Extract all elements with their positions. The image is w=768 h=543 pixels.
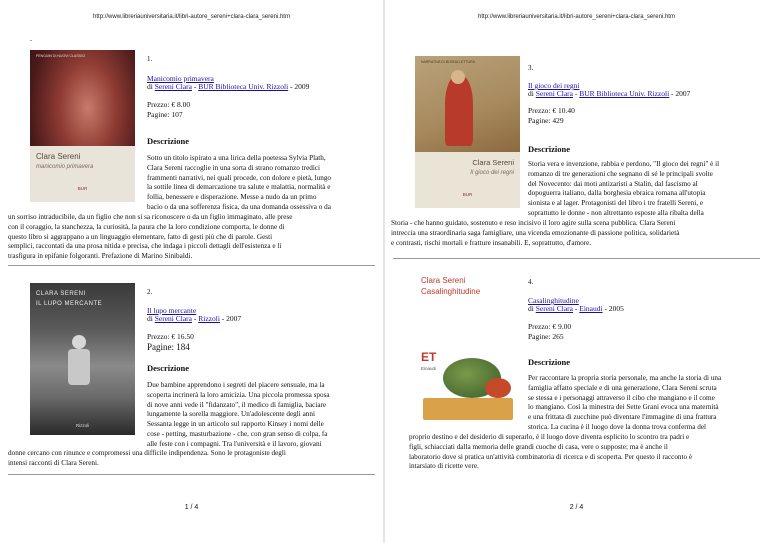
separator: - [288,82,295,91]
desc-line: con il coraggio, la stanchezza, la curiosità, la paura che la loro condizione comporta, le donne di [8,222,285,231]
book-year: 2007 [226,314,242,323]
book-number: 2. [147,288,153,296]
separator: - [192,314,199,323]
desc-line: donne cercano con rinunce e compromessi una difficile indipendenza. Sono le protagoniste degli [8,449,286,457]
desc-line: frammenti narrativi, nei quali procede, con dolore e pietà, lungo [147,173,332,182]
page-number: 2 / 4 [569,504,584,511]
separator: - [573,89,580,98]
book-pages: 107 [171,110,183,119]
cover-title: Casalinghitudine [421,287,481,296]
desc-line: romanzo di tre generazioni che segnano di sé le principali svolte [528,169,713,178]
desc-line: cose - petting, masturbazione - che, con gran senso di colpa, fa [147,429,328,438]
divider [8,265,375,266]
cover-publisher-logo: BUR [462,192,473,197]
publisher-link[interactable]: Rizzoli [198,314,220,323]
separator: - [573,304,580,313]
pages-label: Pagine: [528,332,553,341]
separator: - [602,304,609,313]
desc-line: scoperta incrinerà la loro amicizia. Una piccola promessa sposa [147,390,330,399]
book-description-full [8,213,368,262]
desc-line: bacio o da una sofferenza fisica, da una domanda ossessiva o da [147,202,331,211]
pages-label: Pagine: [528,116,553,125]
cover-publisher-logo: ET [421,350,437,364]
desc-line: Storia vera e invenzione, rabbia e perdono, "Il gioco dei regni" è il [528,160,720,168]
pages-label: Pagine: [147,342,177,352]
desc-line: Per raccontare la propria storia personale, ma anche la storia di una [528,374,722,382]
cover-author: CLARA SERENI [36,291,86,297]
desc-line: follia, benessere e disperazione. Messe a nudo da un primo [147,193,317,202]
price-label: Prezzo: [528,322,553,331]
price-label: Prezzo: [528,106,553,115]
cover-publisher-logo: BUR [77,186,88,191]
desc-line: intreccia una straordinaria saga famigliare, una vicenda emozionante di passione politica, solidarietà [391,228,680,237]
desc-line: semplici, raccontati da una prosa nitida e precisa, che indaga i piccoli dettagli dell'esistenza e li [8,242,282,251]
book-price: € 8.00 [171,100,191,109]
book-description-wrap [528,374,742,433]
desc-line: trasfigura in epifanie folgoranti. Prefazione di Marino Sinibaldi. [8,252,193,261]
book-cover-casalinghitudine[interactable] [415,270,520,422]
book-pages: 265 [552,332,564,341]
cover-title: manicomio primavera [36,164,94,170]
cover-title: IL LUPO MERCANTE [36,301,103,307]
book-description-full [8,449,368,469]
description-heading: Descrizione [147,136,190,146]
cover-figure [445,76,473,146]
cover-figure-body [68,349,90,385]
separator: - [669,89,676,98]
page-header-url: http://www.libreriauniversitaria.it/libri-autore_sereni+clara-clara_sereni.htm [93,14,290,20]
desc-line: e contrasti, rischi mortali e fratture insanabili. E, soprattutto, d'amore. [391,238,592,247]
desc-line: la sottile linea di demarcazione tra salute e malattia, normalità e [147,183,331,192]
desc-line: famiglia affatto speciale e di una generazione, Clara Sereni scruta [528,383,717,392]
desc-line: storica. La cucina è il luogo dove la donna trova conferma del [528,422,707,431]
pages-label: Pagine: [147,110,172,119]
cover-author: Clara Sereni [421,276,466,285]
book-cover-il-lupo-mercante[interactable] [30,283,135,435]
author-link[interactable]: Sereni Clara [154,82,192,91]
author-prefix: di [147,314,155,323]
book-price: € 10.40 [552,106,575,115]
cover-author: Clara Sereni [36,152,81,161]
desc-line: figli, schiacciati dalla memoria delle grandi cuoche di casa, vere o supposte; ma è anche il [409,442,668,451]
book-description-full [391,219,755,248]
divider [393,258,760,259]
separator: - [219,314,227,323]
book-number: 3. [528,64,534,72]
cover-publisher-logo: Rizzoli [75,423,90,428]
page-header-url: http://www.libreriauniversitaria.it/libri-autore_sereni+clara-clara_sereni.htm [478,14,675,20]
divider [8,474,375,475]
description-heading: Descrizione [528,357,571,367]
desc-line: Sotto un titolo ispirato a una lirica della poetessa Sylvia Plath, [147,154,326,162]
book-description-wrap [147,154,347,213]
book-description-full [409,433,749,472]
cover-top-text: PENGUIN DI NUOVI CLASSICI [36,54,86,58]
cover-figure-head [451,70,465,84]
desc-line: intarsiato di ricette vere. [409,462,479,471]
book-price: € 16.50 [171,332,194,341]
book-cover-il-gioco-dei-regni[interactable] [415,56,520,208]
cover-fruit [485,378,511,398]
cover-publisher-name: Einaudi [421,366,437,371]
desc-line: questo libro si aggrappano a un linguaggio elementare, fatto di gesti più che di parole. Gesti [8,232,273,241]
desc-line: Due bambine apprendono i segreti del piacere sensuale, ma la [147,381,325,389]
book-pages: 429 [552,116,564,125]
description-heading: Descrizione [528,144,571,154]
book-author-line [528,304,624,313]
desc-line: dopoguerra italiano, dalla borghesia ebraica romana all'utopia [528,189,706,198]
desc-line: se stessa e i personaggi attraverso il cibo che mangiano e il come [528,393,715,402]
book-author-line [147,314,241,323]
book-meta [528,322,571,342]
desc-line: lo mangiano. Così la minestra dei Sette Grani evoca una maternità [528,403,719,412]
author-prefix: di [147,82,155,91]
book-meta [528,106,575,126]
book-author-line [147,82,309,91]
publisher-link[interactable]: BUR Biblioteca Univ. Rizzoli [579,89,670,98]
description-heading: Descrizione [147,363,190,373]
book-year: 2009 [294,82,310,91]
desc-line: un sorriso intraducibile, da un figlio che non si sa riconoscere o da un figlio immaginato, alle prese [8,213,293,221]
book-year: 2005 [608,304,624,313]
book-number: 4. [528,278,534,286]
cover-top-text: NARRATIVA DI BUONA LETTURA [421,60,475,64]
book-meta [147,100,190,120]
price-label: Prezzo: [147,100,172,109]
author-link[interactable]: Sereni Clara [154,314,192,323]
page-1 [0,0,383,543]
author-prefix: di [528,89,536,98]
book-cover-manicomio-primavera[interactable] [30,50,135,202]
book-title-link[interactable]: Il gioco dei regni [528,81,580,90]
desc-line: del Novecento: dai moti antizaristi a Stalin, dal fascismo al [528,179,698,188]
desc-line: Clara Sereni raccoglie in una sorta di strano romanzo tredici [147,163,321,172]
book-author-line [528,89,690,98]
desc-line: di nove anni vede il "fidanzato", il medico di famiglia, baciare [147,400,327,409]
book-number: 1. [147,55,153,63]
publisher-link[interactable]: BUR Biblioteca Univ. Rizzoli [198,82,289,91]
desc-line: proprio destino e del desiderio di superarlo, è il luogo dove diventa esplicito lo scontro tra padri e [409,433,690,441]
cover-figure-head [72,335,86,349]
cover-title: Il gioco dei regni [470,170,514,176]
book-title-link[interactable]: Casalinghitudine [528,296,579,305]
author-prefix: di [528,304,536,313]
book-description-wrap [528,160,738,219]
publisher-link[interactable]: Einaudi [579,304,603,313]
page-2 [385,0,768,543]
author-link[interactable]: Sereni Clara [535,89,573,98]
book-description-wrap [147,381,347,450]
desc-line: sionista e al lager. Protagonisti del libro i tre fratelli Sereni, e [528,199,704,208]
desc-line: intensi racconti di Clara Sereni. [8,458,99,467]
desc-line: laboratorio dove si pratica un'attività combinatoria di ricerca e di scoperta. Per questo il racconto è [409,452,693,461]
price-label: Prezzo: [147,332,172,341]
book-title-link[interactable]: Manicomio primavera [147,74,214,83]
desc-line: Sessanta legge in un articolo sul rapporto Kinsey i nomi delle [147,420,324,429]
book-title-link[interactable]: Il lupo mercante [147,306,197,315]
desc-line: soprattutto le donne - non altrettanto esposte alla ribalta della [528,208,704,217]
book-meta [147,332,194,352]
desc-line: Storia - che hanno guidato, sostenuto e reso incisivo il loro agire sulla scena pubblica. Clara Sereni [391,219,676,227]
book-year: 2007 [675,89,691,98]
book-price: € 9.00 [552,322,572,331]
book-pages: 184 [176,342,190,352]
desc-line: lungamente la sorella maggiore. Un'adolescente degli anni [147,410,315,419]
cover-author: Clara Sereni [472,158,514,167]
author-link[interactable]: Sereni Clara [535,304,573,313]
stray-mark: . [30,34,32,43]
page-number: 1 / 4 [184,504,199,511]
cover-table [423,398,513,420]
separator: - [192,82,199,91]
desc-line: alle feste con i compagni. Tra l'università e il lavoro, giovani [147,439,322,448]
desc-line: e una frittata di zucchine può diventare l'immagine di una frattura [528,413,717,422]
